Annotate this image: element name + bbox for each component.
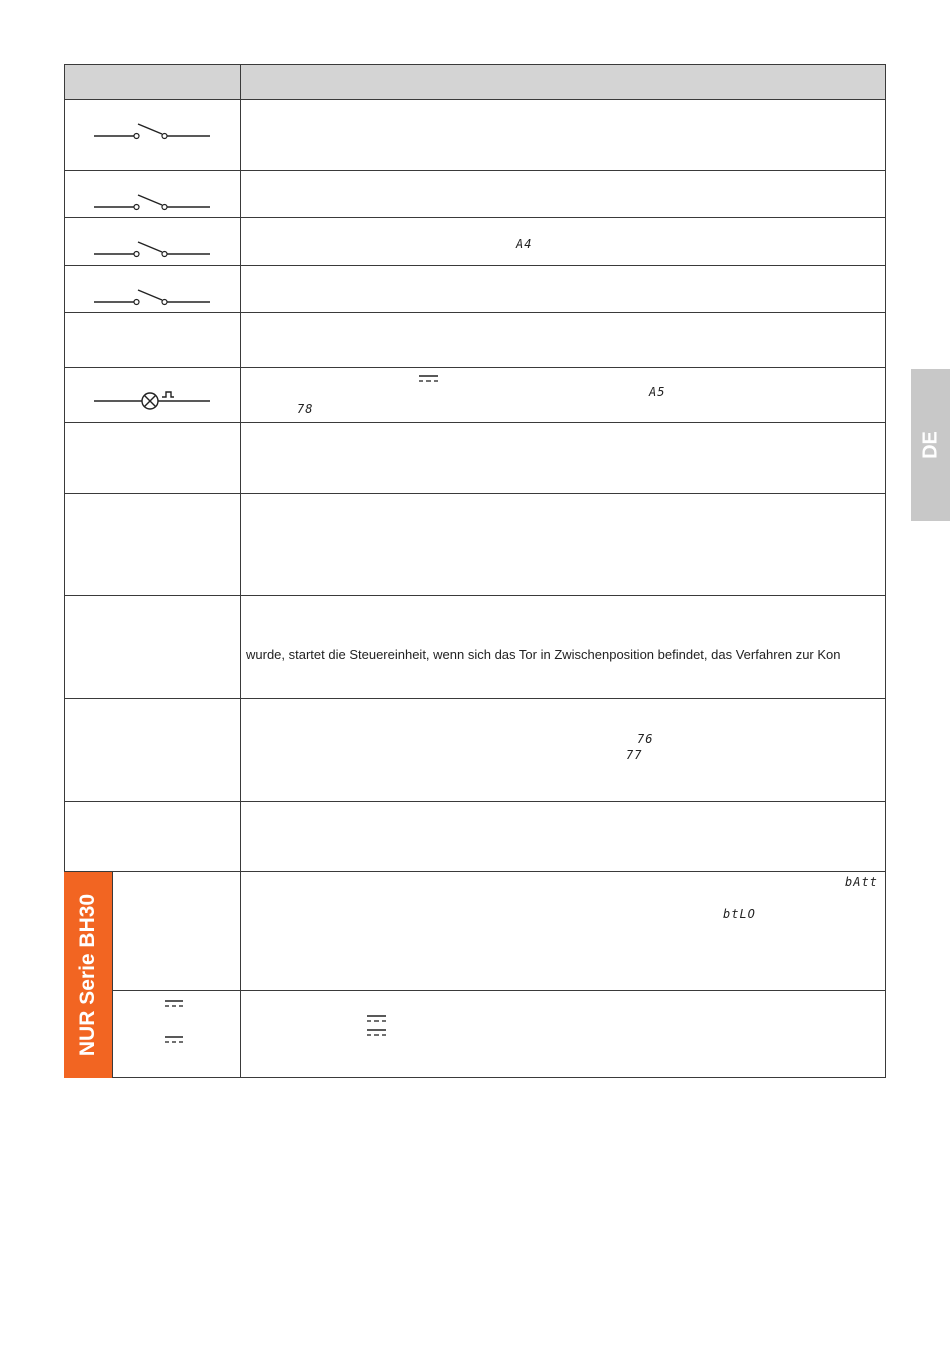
display-code-78: 78 — [297, 402, 314, 416]
language-tab-label: DE — [919, 431, 941, 459]
bh30-series-label: NUR Serie BH30 — [76, 893, 99, 1057]
dc-current-icon — [366, 1014, 388, 1024]
switch-no-icon — [92, 288, 212, 308]
dc-current-icon — [418, 374, 440, 384]
description-text: wurde, startet die Steuereinheit, wenn sich das Tor in Zwischenposition befindet, das Verfahren zur Kon — [246, 647, 841, 662]
dc-current-icon — [366, 1028, 388, 1038]
switch-no-icon — [92, 193, 212, 213]
display-code-batt: bAtt — [845, 875, 878, 889]
switch-no-icon — [92, 240, 212, 260]
bh30-series-banner — [64, 872, 112, 1078]
display-code-btlo: btLO — [723, 907, 756, 921]
dc-current-icon — [164, 1035, 184, 1045]
display-code-76: 76 — [637, 732, 654, 746]
switch-no-icon — [92, 122, 212, 142]
display-code-a5: A5 — [649, 385, 666, 399]
parameter-table — [64, 64, 886, 1078]
dc-current-icon — [164, 999, 184, 1009]
display-code-a4: A4 — [516, 237, 533, 251]
display-code-77: 77 — [626, 748, 643, 762]
language-tab[interactable] — [911, 369, 950, 521]
lamp-pulse-icon — [92, 388, 212, 414]
table-header — [64, 64, 886, 99]
